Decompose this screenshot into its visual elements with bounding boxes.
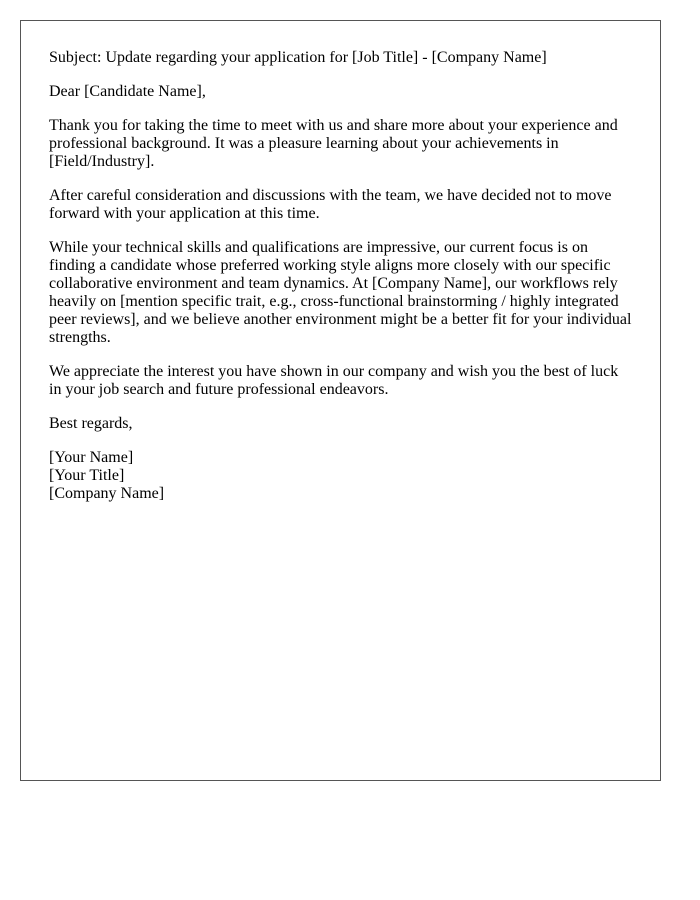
body-paragraph: We appreciate the interest you have shown in our company and wish you the best of luck in your job search and future professional endeavors. (49, 363, 619, 398)
signature-title: [Your Title] (49, 467, 125, 484)
letter (20, 20, 661, 781)
signature-company: [Company Name] (49, 485, 165, 502)
body-paragraph: While your technical skills and qualifications are impressive, our current focus is on finding a candidate whose preferred working style aligns more closely with our specific collaborative environment and team dynamics. At [Company Name], our workflows rely heavily on [mention specific trait, e.g., cross-functional brainstorming / highly integrated peer reviews], and we believe another environment might be a better fit for your individual strengths. (49, 239, 632, 346)
signature-block (49, 449, 632, 503)
subject-line: Subject: Update regarding your application for [Job Title] - [Company Name] (49, 49, 547, 66)
body-paragraph: After careful consideration and discussions with the team, we have decided not to move forward with your application at this time. (49, 187, 612, 222)
greeting: Dear [Candidate Name], (49, 83, 206, 100)
signature-name: [Your Name] (49, 449, 134, 466)
closing: Best regards, (49, 415, 133, 432)
body-paragraph: Thank you for taking the time to meet with us and share more about your experience and professional background. It was a pleasure learning about your achievements in [Field/Industry]. (49, 117, 618, 170)
